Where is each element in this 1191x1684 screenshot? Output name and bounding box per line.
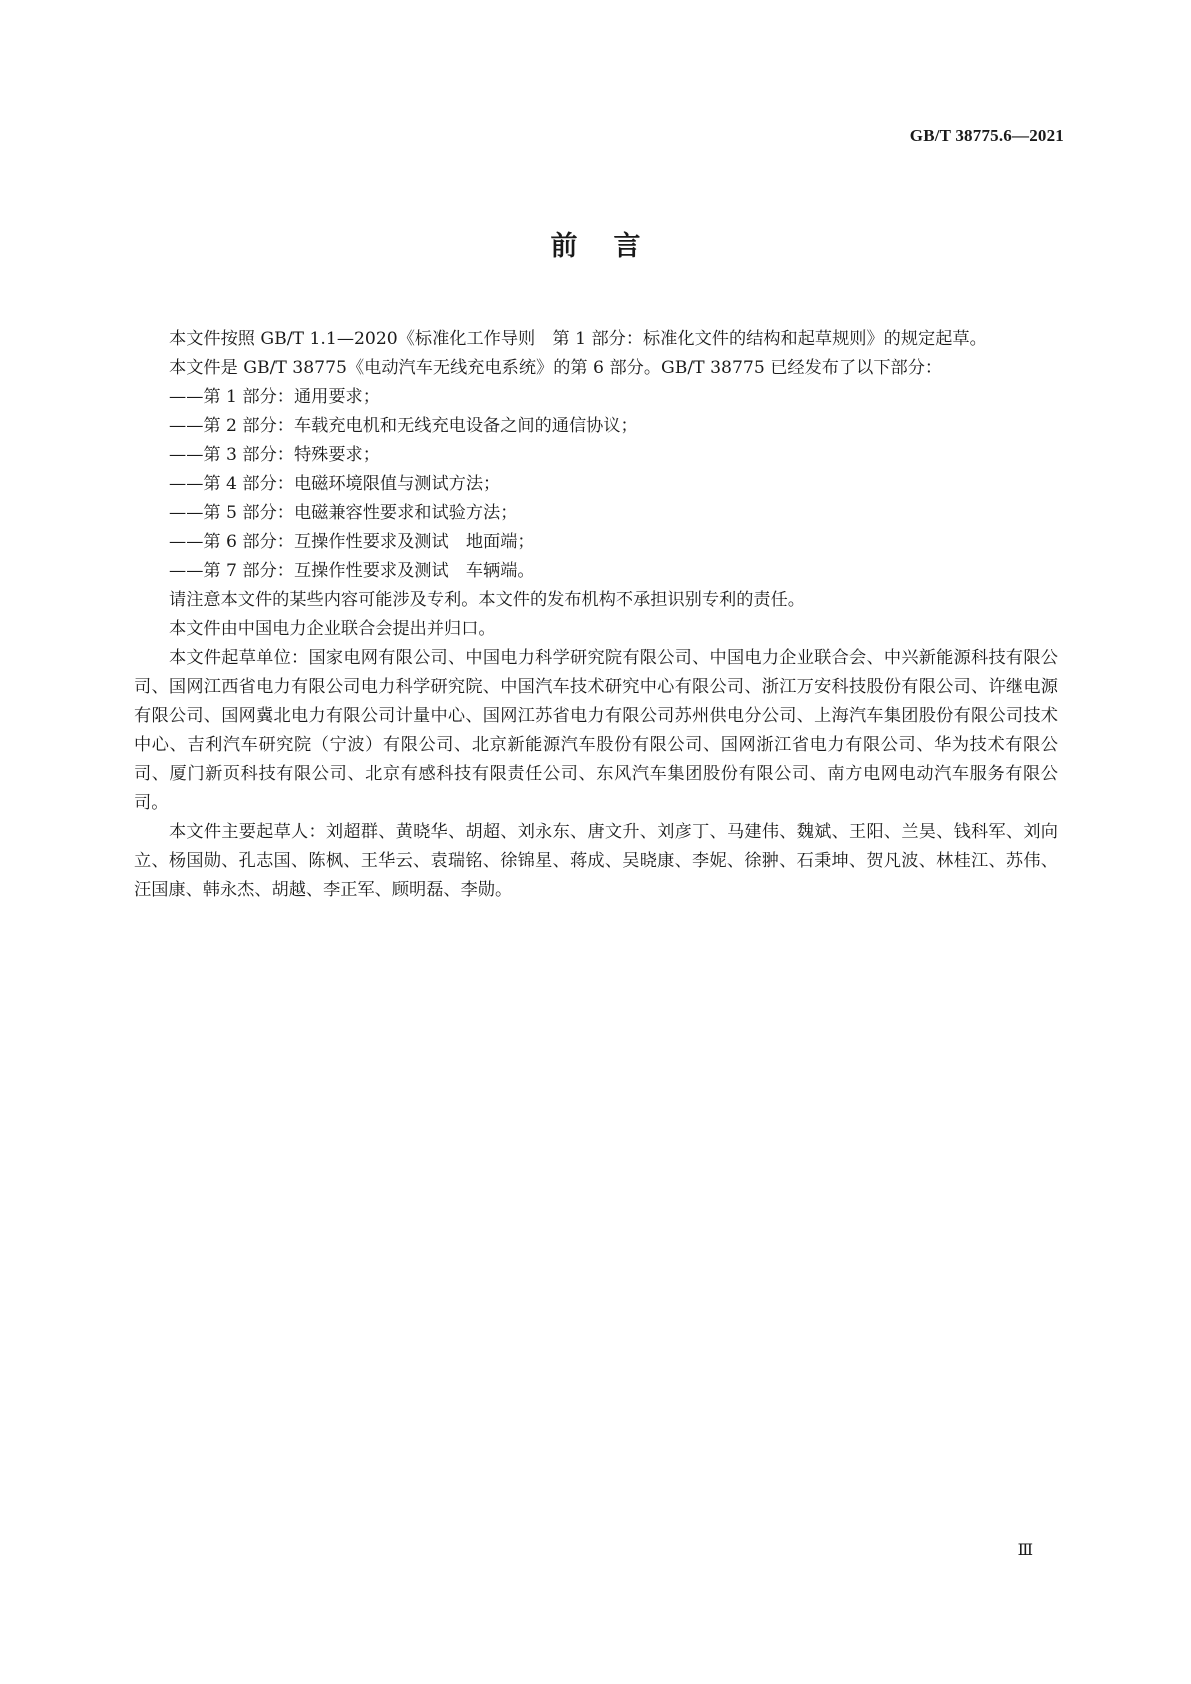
list-item-part-7: ——第 7 部分：互操作性要求及测试 车辆端。: [169, 561, 535, 581]
page-number: Ⅲ: [1017, 1542, 1033, 1559]
list-item-part-6: ——第 6 部分：互操作性要求及测试 地面端；: [169, 532, 535, 552]
list-item-part-3: ——第 3 部分：特殊要求；: [169, 445, 380, 465]
paragraph-patent-notice: 请注意本文件的某些内容可能涉及专利。本文件的发布机构不承担识别专利的责任。: [169, 590, 805, 610]
paragraph-proposer: 本文件由中国电力企业联合会提出并归口。: [169, 619, 496, 639]
list-item-part-1: ——第 1 部分：通用要求；: [169, 387, 380, 407]
list-item-part-2: ——第 2 部分：车载充电机和无线充电设备之间的通信协议；: [169, 416, 638, 436]
foreword-body: [134, 325, 1058, 905]
paragraph-drafting-units: 本文件起草单位：国家电网有限公司、中国电力科学研究院有限公司、中国电力企业联合会、中兴新能源科技有限公司、国网江西省电力有限公司电力科学研究院、中国汽车技术研究中心有限公司、浙江万安科技股份有限公司、许继电源有限公司、国网冀北电力有限公司计量中心、国网江苏省电力有限公司苏州供电分公司、上海汽车集团股份有限公司技术中心、吉利汽车研究院（宁波）有限公司、北京新能源汽车股份有限公司、国网浙江省电力有限公司、华为技术有限公司、厦门新页科技有限公司、北京有感科技有限责任公司、东风汽车集团股份有限公司、南方电网电动汽车服务有限公司。: [134, 648, 1058, 813]
list-item-part-5: ——第 5 部分：电磁兼容性要求和试验方法；: [169, 503, 518, 523]
paragraph-drafters: 本文件主要起草人：刘超群、黄晓华、胡超、刘永东、唐文升、刘彦丁、马建伟、魏斌、王阳、兰昊、钱科军、刘向立、杨国勋、孔志国、陈枫、王华云、袁瑞铭、徐锦星、蒋成、吴晓康、李妮、徐翀、石秉坤、贺凡波、林桂江、苏伟、汪国康、韩永杰、胡越、李正军、顾明磊、李勋。: [134, 822, 1058, 900]
paragraph-drafting-rules: 本文件按照 GB/T 1.1—2020《标准化工作导则 第 1 部分：标准化文件的结构和起草规则》的规定起草。: [169, 329, 987, 349]
list-item-part-4: ——第 4 部分：电磁环境限值与测试方法；: [169, 474, 501, 494]
page-title: 前言: [550, 231, 677, 262]
paragraph-series-intro: 本文件是 GB/T 38775《电动汽车无线充电系统》的第 6 部分。GB/T 38775 已经发布了以下部分：: [169, 358, 943, 378]
standard-number: GB/T 38775.6—2021: [909, 126, 1064, 145]
